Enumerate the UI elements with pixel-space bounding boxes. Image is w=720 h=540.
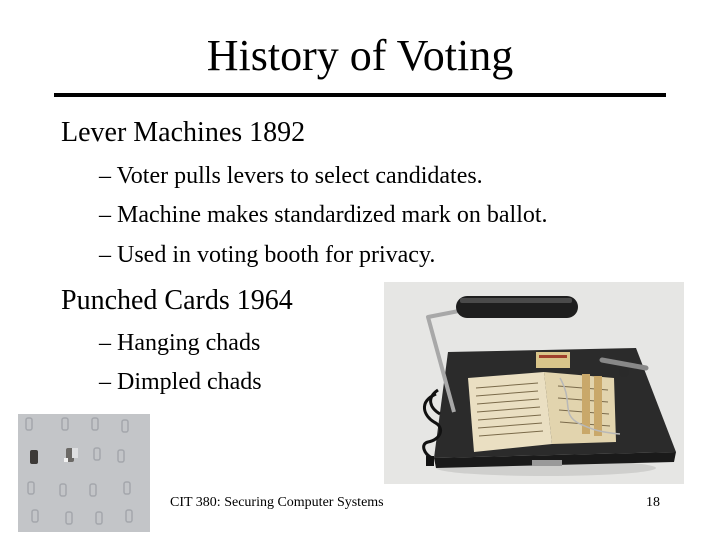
slide-title: History of Voting (206, 31, 514, 80)
bullet-dimpled-chads: – Dimpled chads (99, 369, 262, 395)
bullet-voter-pulls-levers: – Voter pulls levers to select candidates. (99, 163, 483, 189)
punch-card-machine-photo (384, 282, 684, 484)
footer-course: CIT 380: Securing Computer Systems (170, 495, 384, 510)
heading-lever-machines: Lever Machines 1892 (61, 117, 306, 148)
title-divider (54, 93, 666, 97)
bullet-standardized-mark: – Machine makes standardized mark on ballot. (99, 202, 548, 228)
chad-closeup-photo (18, 414, 150, 532)
bullet-hanging-chads: – Hanging chads (99, 330, 261, 356)
footer-page-number: 18 (646, 495, 660, 510)
heading-punched-cards: Punched Cards 1964 (61, 285, 293, 316)
bullet-voting-booth-privacy: – Used in voting booth for privacy. (99, 242, 436, 268)
